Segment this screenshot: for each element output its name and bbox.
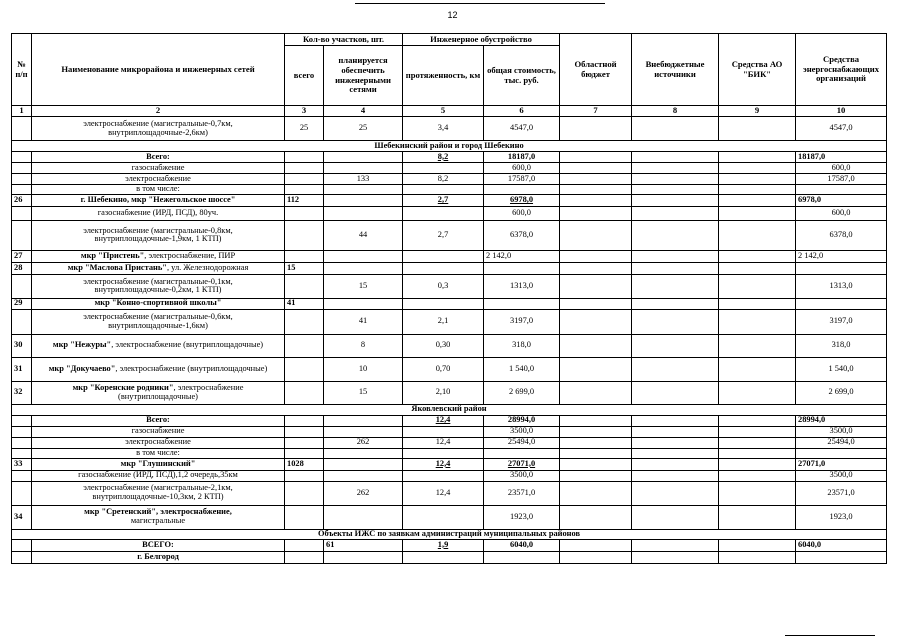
cell-length: 2,1 xyxy=(403,309,484,334)
cell-length: 12,4 xyxy=(403,458,484,470)
section-row xyxy=(12,141,887,152)
table-row xyxy=(12,437,887,448)
cell-length: 0,70 xyxy=(403,357,484,381)
section-row xyxy=(12,529,887,539)
row-name: электроснабжение xyxy=(32,437,285,448)
cell-length: 3,4 xyxy=(403,117,484,141)
table-row xyxy=(12,194,887,206)
row-number: 28 xyxy=(12,262,32,274)
table-row xyxy=(12,185,887,195)
col-number: 10 xyxy=(796,106,887,117)
row-name xyxy=(32,334,285,357)
table-row xyxy=(12,152,887,163)
cell-planned: 262 xyxy=(324,481,403,505)
cell-length: 8,2 xyxy=(403,174,484,185)
col-number: 3 xyxy=(285,106,324,117)
cell-energy: 1923,0 xyxy=(796,505,887,529)
cell-cost: 23571,0 xyxy=(484,481,560,505)
cell-cost: 1 540,0 xyxy=(484,357,560,381)
row-name-bold: мкр "Сретенский", электроснабжение, xyxy=(84,507,232,517)
cell-cost: 318,0 xyxy=(484,334,560,357)
table-row xyxy=(12,298,887,309)
cell-cost: 3500,0 xyxy=(484,470,560,481)
table-row xyxy=(12,448,887,458)
cell-energy: 23571,0 xyxy=(796,481,887,505)
row-name-bold: мкр "Нежуры" xyxy=(52,340,112,350)
row-name xyxy=(32,250,285,262)
cell-planned: 262 xyxy=(324,437,403,448)
table-row xyxy=(12,551,887,563)
row-name: электроснабжение (магистральные-2,1км, внутриплощадочные-10,3км, 2 КТП) xyxy=(32,481,285,505)
cell-cost: 4547,0 xyxy=(484,117,560,141)
cell-total: 112 xyxy=(285,194,324,206)
col-num-header: № п/п xyxy=(12,34,32,106)
col-number: 9 xyxy=(719,106,796,117)
bottom-rule xyxy=(785,635,875,636)
cell-cost: 6978,0 xyxy=(484,194,560,206)
cell-energy: 318,0 xyxy=(796,334,887,357)
row-name: в том числе: xyxy=(32,185,285,195)
cell-length: 0,3 xyxy=(403,274,484,298)
cell-cost: 27071,0 xyxy=(484,458,560,470)
cell-energy: 2 142,0 xyxy=(796,250,887,262)
col-number: 8 xyxy=(632,106,719,117)
cell-planned: 133 xyxy=(324,174,403,185)
cell-cost: 1313,0 xyxy=(484,274,560,298)
row-name xyxy=(32,262,285,274)
cell-energy: 18187,0 xyxy=(796,152,887,163)
row-name: г. Шебекино, мкр "Нежегольское шоссе" xyxy=(32,194,285,206)
table-row xyxy=(12,262,887,274)
cell-cost: 28994,0 xyxy=(484,415,560,426)
row-name-rest: , электроснабжение (внутриплощадочные) xyxy=(111,340,264,350)
row-number: 31 xyxy=(12,357,32,381)
row-number: 29 xyxy=(12,298,32,309)
col-regional-header: Областной бюджет xyxy=(560,34,632,106)
row-number: 34 xyxy=(12,505,32,529)
section-title: Объекты ИЖС по заявкам администраций муниципальных районов xyxy=(12,529,887,539)
row-name: г. Белгород xyxy=(32,551,285,563)
infrastructure-table xyxy=(11,33,887,564)
section-row xyxy=(12,404,887,415)
table-row xyxy=(12,220,887,250)
cell-energy: 28994,0 xyxy=(796,415,887,426)
col-bik-header: Средства АО "БИК" xyxy=(719,34,796,106)
cell-energy: 1 540,0 xyxy=(796,357,887,381)
row-name: газоснабжение (ИРД, ПСД),1,2 очередь,35км xyxy=(32,470,285,481)
cell-length: 0,30 xyxy=(403,334,484,357)
row-name-bold: мкр "Маслова Пристань" xyxy=(67,262,167,272)
row-name: в том числе: xyxy=(32,448,285,458)
col-cost-header: общая стоимость, тыс. руб. xyxy=(484,46,560,106)
table-row xyxy=(12,505,887,529)
col-planned-header: планируется обеспечить инженерными сетями xyxy=(324,46,403,106)
row-name xyxy=(32,357,285,381)
row-number: 33 xyxy=(12,458,32,470)
cell-cost: 600,0 xyxy=(484,206,560,220)
row-name-rest: , ул. Железнодорожная xyxy=(166,262,249,272)
cell-planned: 10 xyxy=(324,357,403,381)
cell-cost: 6040,0 xyxy=(484,539,560,551)
col-plots-group-header: Кол-во участков, шт. xyxy=(285,34,403,46)
row-name-rest: , электроснабжение, ПИР xyxy=(144,250,236,260)
cell-total: 41 xyxy=(285,298,324,309)
row-name: электроснабжение (магистральные-0,6км, внутриплощадочные-1,6км) xyxy=(32,309,285,334)
section-title: Шебекинский район и город Шебекино xyxy=(12,141,887,152)
cell-cost: 2 142,0 xyxy=(484,250,560,262)
table-row xyxy=(12,117,887,141)
cell-energy: 25494,0 xyxy=(796,437,887,448)
cell-total: 25 xyxy=(285,117,324,141)
cell-energy: 27071,0 xyxy=(796,458,887,470)
table-row xyxy=(12,381,887,404)
row-name: газоснабжение xyxy=(32,163,285,174)
col-name-header: Наименование микрорайона и инженерных сетей xyxy=(32,34,285,106)
col-number: 7 xyxy=(560,106,632,117)
row-name: электроснабжение (магистральные-0,1км, внутриплощадочные-0,2км, 1 КТП) xyxy=(32,274,285,298)
cell-cost: 1923,0 xyxy=(484,505,560,529)
cell-energy: 3197,0 xyxy=(796,309,887,334)
cell-planned: 15 xyxy=(324,274,403,298)
table-row xyxy=(12,481,887,505)
col-number: 4 xyxy=(324,106,403,117)
cell-energy: 6040,0 xyxy=(796,539,887,551)
row-name xyxy=(32,381,285,404)
row-name-bold: мкр "Пристень" xyxy=(80,250,145,260)
col-extrabudget-header: Внебюджетные источники xyxy=(632,34,719,106)
table-row xyxy=(12,458,887,470)
col-number: 5 xyxy=(403,106,484,117)
cell-cost: 3197,0 xyxy=(484,309,560,334)
cell-cost: 600,0 xyxy=(484,163,560,174)
row-number: 32 xyxy=(12,381,32,404)
col-energy-header: Средства энергоснабжающих организаций xyxy=(796,34,887,106)
row-name-rest: магистральные xyxy=(130,516,186,526)
table-row xyxy=(12,426,887,437)
row-name: ВСЕГО: xyxy=(32,539,285,551)
col-number: 1 xyxy=(12,106,32,117)
cell-length: 8,2 xyxy=(403,152,484,163)
row-name: электроснабжение (магистральные-0,8км, внутриплощадочные-1,9км, 1 КТП) xyxy=(32,220,285,250)
cell-cost: 3500,0 xyxy=(484,426,560,437)
cell-cost: 25494,0 xyxy=(484,437,560,448)
cell-energy: 600,0 xyxy=(796,163,887,174)
cell-length: 12,4 xyxy=(403,415,484,426)
table-row xyxy=(12,539,887,551)
row-name: электроснабжение (магистральные-0,7км, внутриплощадочные-2,6км) xyxy=(32,117,285,141)
row-name: Всего: xyxy=(32,415,285,426)
cell-cost: 18187,0 xyxy=(484,152,560,163)
row-name xyxy=(32,505,285,529)
cell-energy: 4547,0 xyxy=(796,117,887,141)
col-infra-group-header: Инженерное обустройство xyxy=(403,34,560,46)
row-name: мкр "Конно-спортивной школы" xyxy=(32,298,285,309)
table-row xyxy=(12,415,887,426)
col-length-header: протяженность, км xyxy=(403,46,484,106)
row-name-rest: , электроснабжение (внутриплощадочные) xyxy=(115,363,268,373)
cell-length: 2,7 xyxy=(403,220,484,250)
table-row xyxy=(12,163,887,174)
table-row xyxy=(12,334,887,357)
table-row xyxy=(12,174,887,185)
cell-planned: 41 xyxy=(324,309,403,334)
top-rule xyxy=(355,3,605,4)
row-name-bold: мкр "Коренские родники" xyxy=(72,383,174,392)
row-name: мкр "Глушинский" xyxy=(32,458,285,470)
cell-energy: 1313,0 xyxy=(796,274,887,298)
cell-planned: 15 xyxy=(324,381,403,404)
row-number: 27 xyxy=(12,250,32,262)
row-name: Всего: xyxy=(32,152,285,163)
cell-total: 1028 xyxy=(285,458,324,470)
row-number: 30 xyxy=(12,334,32,357)
page-number: 12 xyxy=(447,10,458,20)
cell-energy: 6978,0 xyxy=(796,194,887,206)
table-row xyxy=(12,470,887,481)
row-name: газоснабжение xyxy=(32,426,285,437)
cell-energy: 2 699,0 xyxy=(796,381,887,404)
cell-length: 12,4 xyxy=(403,481,484,505)
cell-length: 1,9 xyxy=(403,539,484,551)
cell-cost: 17587,0 xyxy=(484,174,560,185)
cell-planned: 25 xyxy=(324,117,403,141)
row-name-bold: мкр "Докучаево" xyxy=(48,363,116,373)
table-row xyxy=(12,250,887,262)
cell-energy: 3500,0 xyxy=(796,426,887,437)
cell-energy: 6378,0 xyxy=(796,220,887,250)
col-number: 6 xyxy=(484,106,560,117)
table-row xyxy=(12,274,887,298)
col-total-header: всего xyxy=(285,46,324,106)
table-row xyxy=(12,357,887,381)
cell-total: 15 xyxy=(285,262,324,274)
row-number: 26 xyxy=(12,194,32,206)
cell-length: 2,7 xyxy=(403,194,484,206)
cell-cost: 2 699,0 xyxy=(484,381,560,404)
cell-length: 2,10 xyxy=(403,381,484,404)
cell-energy: 17587,0 xyxy=(796,174,887,185)
col-number: 2 xyxy=(32,106,285,117)
section-title: Яковлевский район xyxy=(12,404,887,415)
cell-planned: 61 xyxy=(324,539,403,551)
table-row xyxy=(12,309,887,334)
cell-planned: 8 xyxy=(324,334,403,357)
row-name-rest: , электроснабжение (внутриплощадочные) xyxy=(118,383,244,401)
cell-planned: 44 xyxy=(324,220,403,250)
cell-energy: 3500,0 xyxy=(796,470,887,481)
cell-cost: 6378,0 xyxy=(484,220,560,250)
row-name: газоснабжение (ИРД, ПСД), 80уч. xyxy=(32,206,285,220)
row-name: электроснабжение xyxy=(32,174,285,185)
cell-energy: 600,0 xyxy=(796,206,887,220)
cell-length: 12,4 xyxy=(403,437,484,448)
table-row xyxy=(12,206,887,220)
